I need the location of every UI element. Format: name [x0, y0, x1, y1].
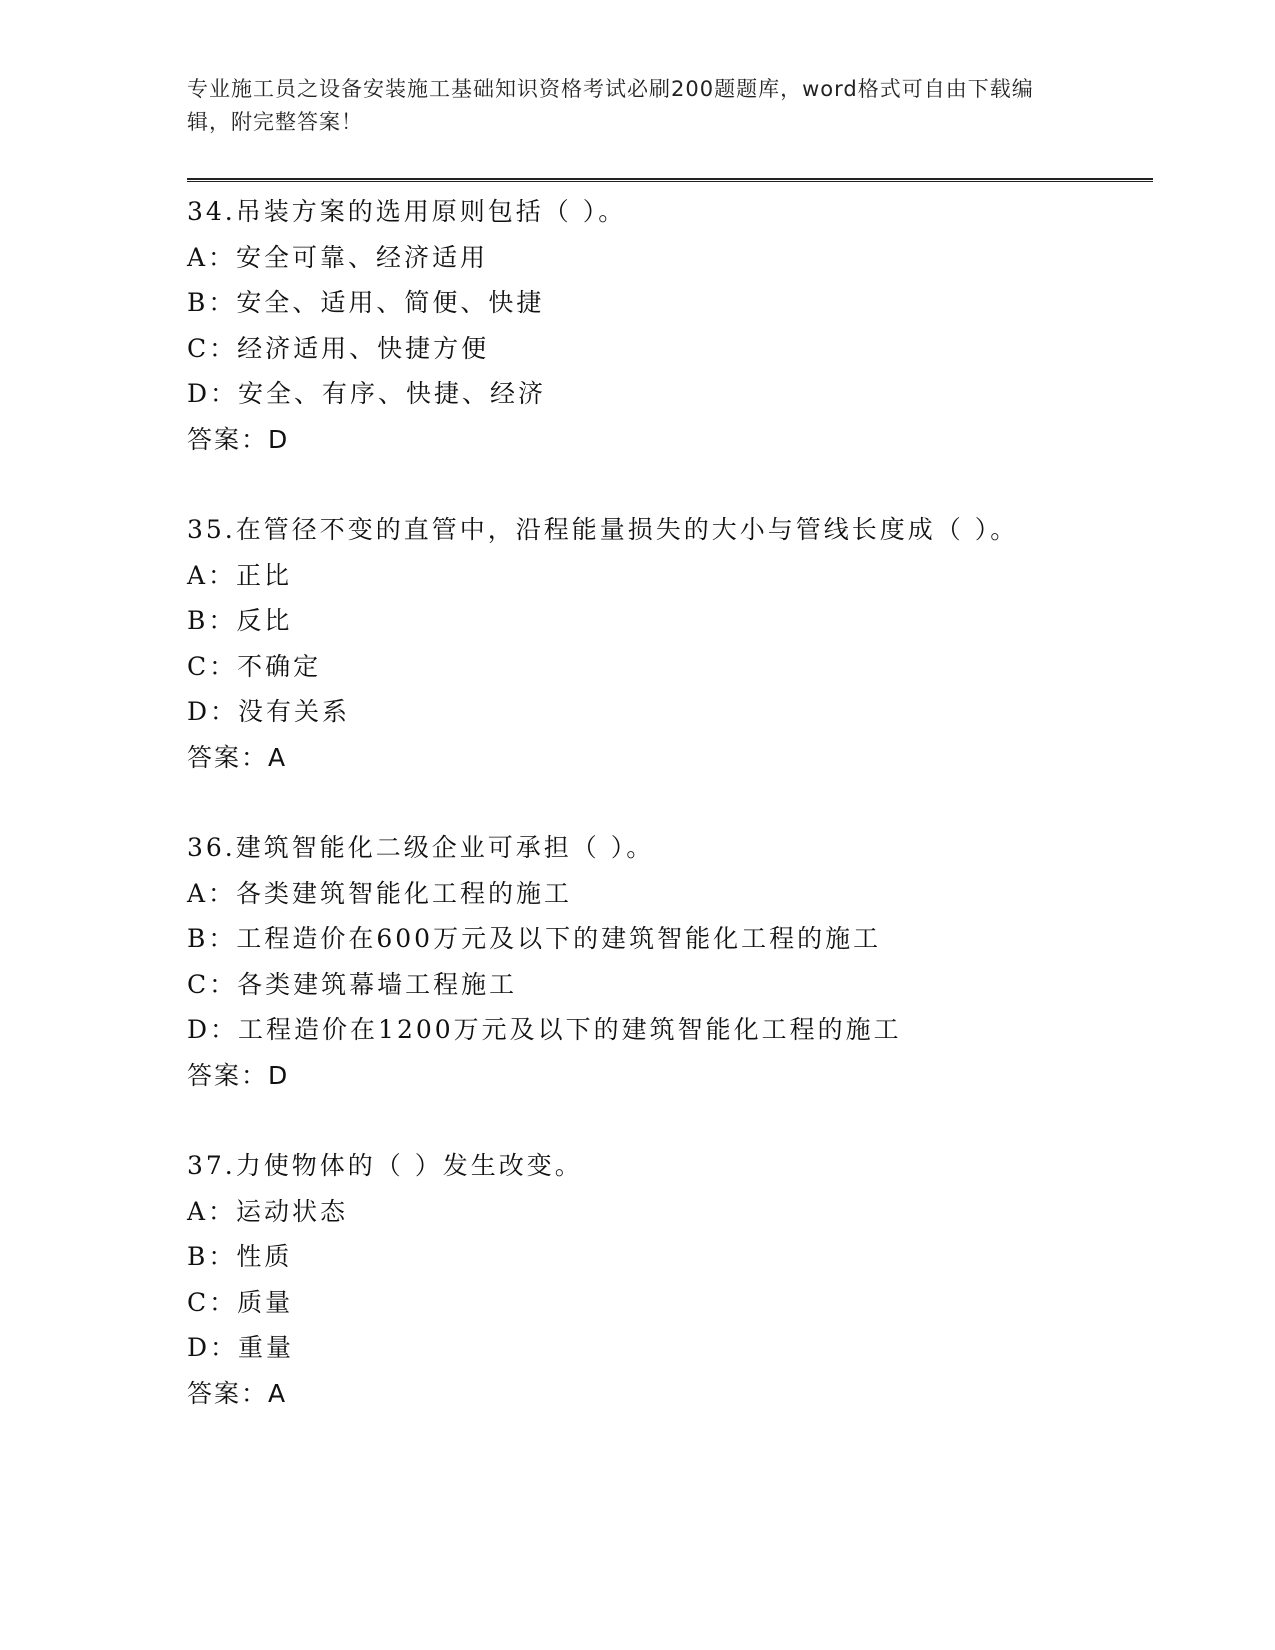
option-d: D：重量: [187, 1333, 295, 1362]
answer-line: 答案：D: [187, 424, 290, 454]
question-stem: 35.在管径不变的直管中，沿程能量损失的大小与管线长度成（ ）。: [187, 515, 1019, 544]
option-c: C：经济适用、快捷方便: [187, 333, 490, 363]
option-b: B：性质: [187, 1242, 293, 1271]
option-d: D：工程造价在1200万元及以下的建筑智能化工程的施工: [187, 1015, 902, 1044]
option-d: D：没有关系: [187, 697, 351, 726]
option-a: A：安全可靠、经济适用: [187, 242, 489, 272]
answer-line: 答案：A: [187, 742, 288, 772]
option-a: A：各类建筑智能化工程的施工: [187, 878, 573, 908]
option-a: A：正比: [187, 560, 293, 590]
option-b: B：安全、适用、简便、快捷: [187, 288, 545, 317]
answer-line: 答案：D: [187, 1060, 290, 1090]
header-divider: [187, 178, 1153, 182]
option-a: A：运动状态: [187, 1196, 349, 1226]
option-c: C：各类建筑幕墙工程施工: [187, 969, 518, 999]
option-c: C：不确定: [187, 651, 322, 681]
question-stem: 36.建筑智能化二级企业可承担（ ）。: [187, 833, 655, 862]
option-b: B：反比: [187, 606, 293, 635]
question-stem: 37.力使物体的（ ）发生改变。: [187, 1151, 583, 1180]
answer-line: 答案：A: [187, 1378, 288, 1408]
question-34: [187, 189, 1147, 507]
question-stem: 34.吊装方案的选用原则包括（ ）。: [187, 197, 627, 226]
question-37: [187, 1143, 1147, 1461]
question-list: [187, 189, 1147, 1461]
question-35: [187, 507, 1147, 825]
option-b: B：工程造价在600万元及以下的建筑智能化工程的施工: [187, 924, 882, 953]
question-36: [187, 825, 1147, 1143]
option-d: D：安全、有序、快捷、经济: [187, 379, 547, 408]
document-header: 专业施工员之设备安装施工基础知识资格考试必刷200题题库，word格式可自由下载编辑，附完整答案！: [187, 77, 1034, 134]
option-c: C：质量: [187, 1287, 294, 1317]
